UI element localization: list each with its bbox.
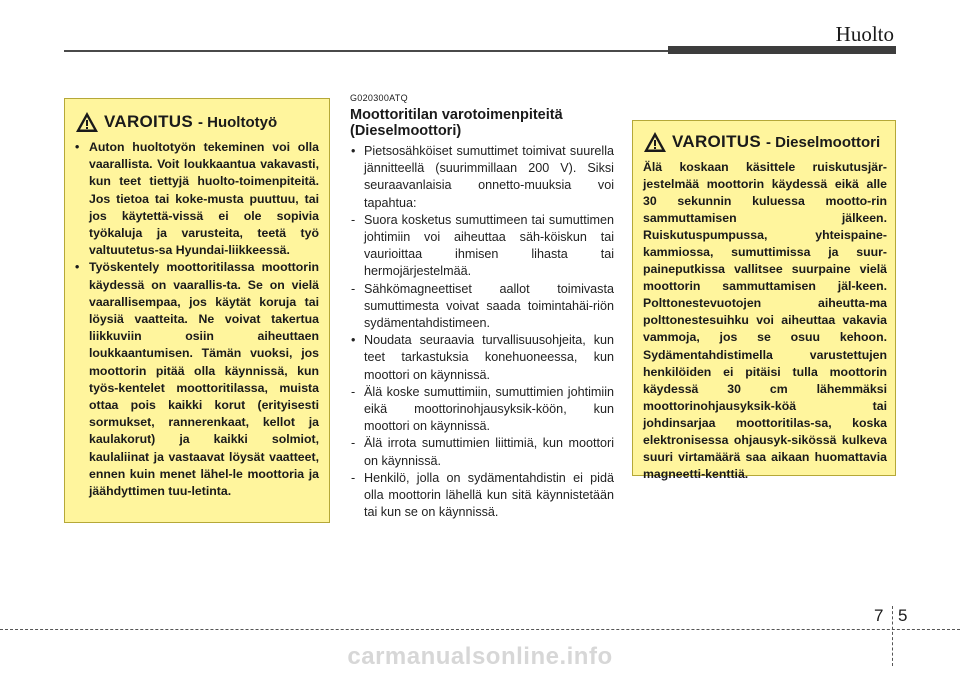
warning-text: Älä koskaan käsittele ruiskutusjär-jestelmää moottorin käydessä eikä alle 30 sekunnin kuluessa mootto-rin sammuttamisen jälkeen. Ruiskutuspumpussa, yhteispaine-kammiossa, sumuttimissa ja suur-paineputkissa vallitsee suurpaine vielä moottorin sammuttamisen jäl-keen. Polttonestevuotojen aiheutta-ma polttonestesuihku voi aiheuttaa vakavia vammoja, jos se osuu kehoon. Sydämentahdistimella varustettujen henkilöiden ei pitäisi tulla moottorin käydessä 30 cm lähemmäksi moottorinohjausyksik-köä tai johdinsarjaa moottoritilas-sa, koska elektronisessa ohjausyk-sikössä kulkeva suuri virtamäärä saa aikaan huomattavia magneetti-kenttiä. — [643, 160, 887, 481]
list-item — [350, 212, 614, 281]
section-title: Moottoritilan varotoimenpiteitä (Dieselmoottori) — [350, 107, 563, 139]
precaution-list — [350, 143, 614, 521]
header-rule-thick — [668, 46, 896, 54]
list-marker: - — [351, 384, 356, 399]
list-item-text: Sähkömagneettiset aallot toimivasta sumuttimesta voivat saada toimintahäi-riön sydämentahdistimeen. — [364, 281, 614, 331]
chapter-number: 7 — [874, 606, 884, 625]
warning-subheading: - Dieselmoottori — [765, 133, 881, 151]
list-marker: - — [351, 212, 356, 227]
list-marker: - — [351, 281, 356, 296]
warning-triangle-icon — [75, 111, 99, 133]
list-item — [350, 143, 614, 212]
warning-heading — [75, 107, 319, 137]
list-item-text: Suora kosketus sumuttimeen tai sumuttimen johtimiin voi aiheuttaa säh-köiskun tai vaurioittaa ihmisen lihasta tai hermojärjestelmää. — [364, 212, 614, 279]
list-item-text: Henkilö, jolla on sydämentahdistin ei pidä olla moottorin lähellä kun sitä käynnistetään tai kun se on käynnissä. — [364, 470, 614, 520]
list-item — [350, 470, 614, 522]
list-marker: - — [351, 470, 356, 485]
watermark: carmanualsonline.info — [347, 643, 613, 670]
section-diesel-precautions — [350, 93, 614, 521]
header-rule — [64, 50, 668, 52]
warning-word: VAROITUS — [104, 112, 193, 131]
list-item — [350, 384, 614, 436]
warning-word: VAROITUS — [672, 132, 761, 151]
footer-rule — [0, 629, 960, 630]
warning-box-diesel — [632, 120, 896, 481]
warning-heading — [643, 127, 887, 157]
warning-subheading: - Huoltotyö — [197, 113, 278, 131]
list-item-text: Älä irrota sumuttimien liittimiä, kun moottori on käynnissä. — [364, 436, 614, 468]
list-item — [350, 435, 614, 469]
warning-triangle-icon — [643, 131, 667, 153]
list-marker: • — [351, 333, 356, 348]
warning-box-maintenance — [64, 98, 330, 523]
page-header-title: Huolto — [835, 22, 894, 46]
list-item — [350, 281, 614, 333]
warning-list — [75, 139, 319, 500]
page-number: 5 — [898, 606, 908, 625]
list-item-text: Pietsosähköiset sumuttimet toimivat suurella jännitteellä (suurimmillaan 200 V). Siksi seuraavanlaisia onnetto-muuksia voi tapahtua: — [364, 144, 614, 210]
warning-item: • Työskentely moottoritilassa moottorin käydessä on vaarallis-ta. Se on vielä vaarallisempaa, jos käytät koruja tai löysiä vaatteita. Ne voivat takertua liikkuviin osiin aiheuttaen loukkaantumisen. Tämän vuoksi, jos moottorin pitää olla käynnissä, kun työs-kentelet moottoritilassa, muista ottaa pois kaikki korut (erityisesti sormukset, rannerenkaat, kellot ja kaulakorut) ja kaikki solmiot, kaulaliinat ja vastaavat löysät vaatteet, ennen kuin menet lähel-le moottoria ja jäähdyttimen tuu-letinta. — [75, 259, 319, 500]
list-marker: - — [351, 436, 356, 451]
list-marker: • — [351, 144, 356, 158]
warning-item: • Auton huoltotyön tekeminen voi olla vaarallista. Voit loukkaantua vakavasti, kun teet tiettyjä huolto-toimenpiteitä. Jos tietoa tai koke-musta puuttuu, tai jos käytettä-vissä ei ole sopivia työkaluja ja varusteita, teetä työ valtuutetus-sa Hyundai-liikkeessä. — [75, 139, 319, 259]
list-item-text: Älä koske sumuttimiin, sumuttimien johtimiin eikä moottorinohjausyksik-köön, kun moottori on käynnissä. — [364, 384, 614, 434]
section-code: G020300ATQ — [350, 93, 408, 103]
list-item-text: Noudata seuraavia turvallisuusohjeita, kun teet tarkastuksia konehuoneessa, kun moottori on käynnissä. — [364, 333, 614, 382]
list-item — [350, 332, 614, 384]
